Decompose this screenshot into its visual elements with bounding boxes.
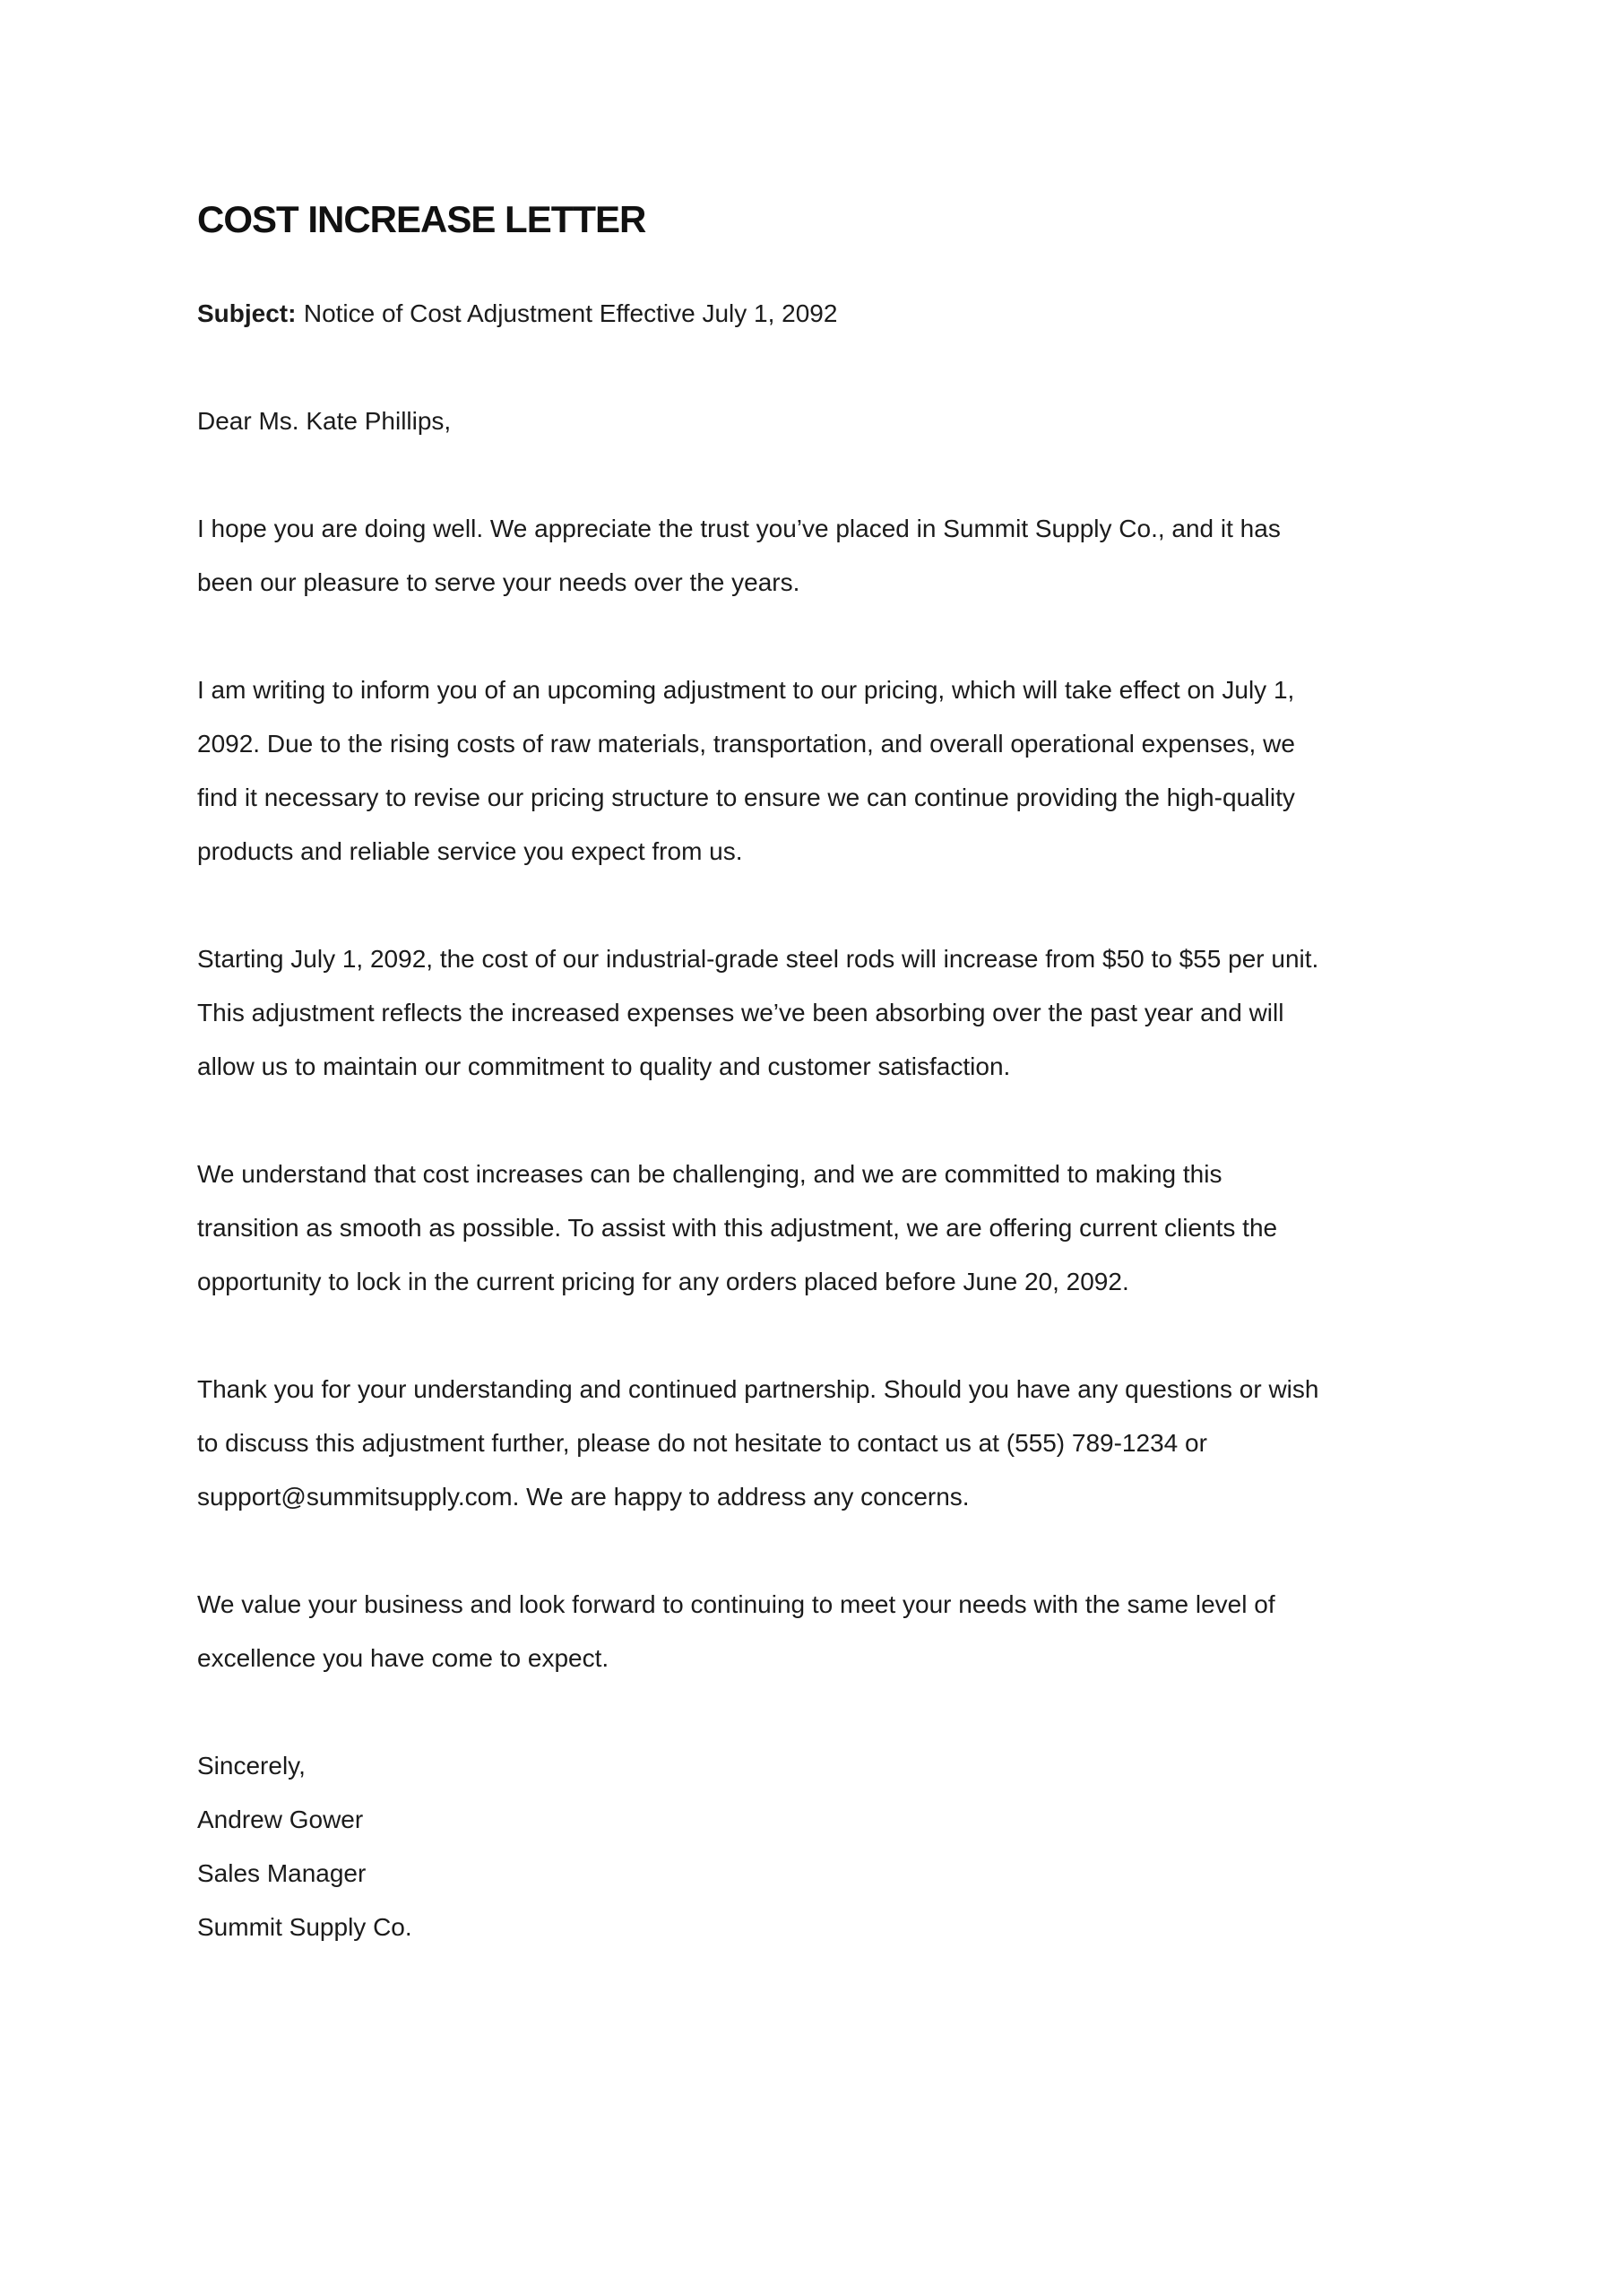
paragraph-line: been our pleasure to serve your needs over the years.: [197, 568, 800, 596]
paragraph-contact: [197, 1363, 1499, 1524]
subject-line: [197, 287, 1499, 341]
paragraph-line: support@summitsupply.com. We are happy to address any concerns.: [197, 1483, 970, 1511]
subject-text: Notice of Cost Adjustment Effective July 1, 2092: [303, 299, 838, 327]
paragraph-line: products and reliable service you expect from us.: [197, 837, 743, 865]
signer-name: Andrew Gower: [197, 1806, 364, 1833]
paragraph-line: I hope you are doing well. We appreciate the trust you’ve placed in Summit Supply Co., and it has: [197, 515, 1281, 542]
valediction: Sincerely,: [197, 1752, 306, 1780]
letter-title: COST INCREASE LETTER: [197, 198, 646, 240]
paragraph-line: We value your business and look forward to continuing to meet your needs with the same level of: [197, 1590, 1275, 1618]
paragraph-line: We understand that cost increases can be challenging, and we are committed to making this: [197, 1160, 1222, 1188]
closing-block: [197, 1739, 1499, 1954]
paragraph-line: transition as smooth as possible. To assist with this adjustment, we are offering current clients the: [197, 1214, 1278, 1242]
paragraph-line: find it necessary to revise our pricing structure to ensure we can continue providing the high-quality: [197, 784, 1295, 811]
paragraph-line: This adjustment reflects the increased expenses we’ve been absorbing over the past year and will: [197, 999, 1284, 1026]
paragraph-line: 2092. Due to the rising costs of raw materials, transportation, and overall operational expenses, we: [197, 730, 1295, 758]
subject-label: Subject:: [197, 299, 297, 327]
paragraph-line: Thank you for your understanding and continued partnership. Should you have any questions or wish: [197, 1375, 1319, 1403]
paragraph-line: Starting July 1, 2092, the cost of our industrial-grade steel rods will increase from $50 to $55 per unit.: [197, 945, 1319, 973]
paragraph-transition-offer: [197, 1148, 1499, 1309]
company-name: Summit Supply Co.: [197, 1913, 412, 1941]
paragraph-valediction-intro: [197, 1578, 1499, 1685]
signer-title: Sales Manager: [197, 1859, 367, 1887]
greeting: Dear Ms. Kate Phillips,: [197, 407, 452, 435]
paragraph-line: I am writing to inform you of an upcoming adjustment to our pricing, which will take effect on July 1,: [197, 676, 1295, 704]
paragraph-line: opportunity to lock in the current pricing for any orders placed before June 20, 2092.: [197, 1268, 1129, 1295]
paragraph-price-change: [197, 932, 1499, 1094]
paragraph-intro: [197, 502, 1499, 610]
paragraph-line: allow us to maintain our commitment to quality and customer satisfaction.: [197, 1052, 1011, 1080]
paragraph-announcement: [197, 663, 1499, 879]
paragraph-line: excellence you have come to expect.: [197, 1644, 609, 1672]
paragraph-line: to discuss this adjustment further, please do not hesitate to contact us at (555) 789-1234 or: [197, 1429, 1207, 1457]
